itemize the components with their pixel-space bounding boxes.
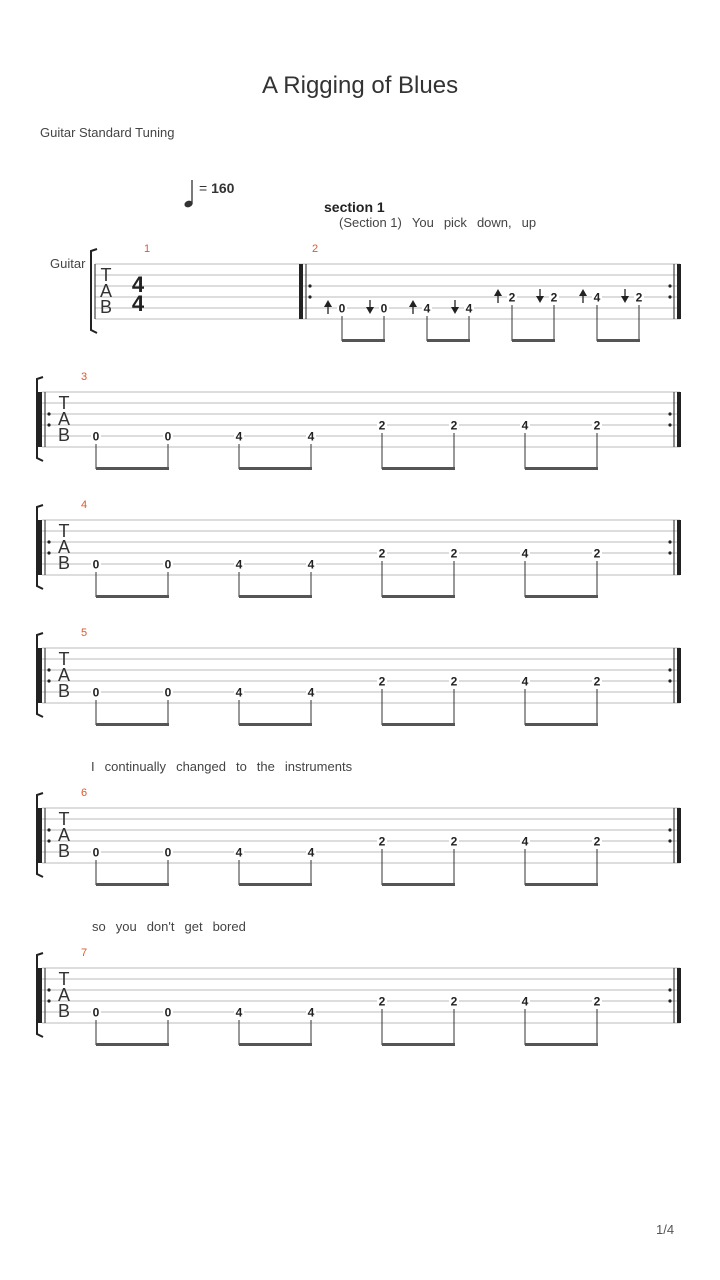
- note-beam: [525, 595, 598, 598]
- lyric-word: instruments: [284, 759, 353, 774]
- fret-number: 2: [378, 546, 386, 561]
- system-bracket: [91, 249, 97, 333]
- note-beam: [239, 1043, 312, 1046]
- note-beam: [597, 339, 640, 342]
- repeat-end-barline: [677, 264, 681, 319]
- fret-number: 2: [450, 418, 458, 433]
- fret-number: 4: [235, 429, 243, 444]
- tab-clef-letter: T: [58, 649, 70, 669]
- note-beam: [96, 723, 169, 726]
- fret-number: 0: [338, 301, 346, 316]
- fret-number: 2: [450, 834, 458, 849]
- fret-number: 0: [92, 557, 100, 572]
- tab-clef-letter: A: [57, 985, 71, 1005]
- repeat-dot: [668, 679, 671, 682]
- note-beam: [382, 723, 455, 726]
- tempo-value: 160: [211, 180, 235, 196]
- note-beam: [382, 1043, 455, 1046]
- fret-number: 2: [378, 834, 386, 849]
- measure-number: 4: [80, 499, 88, 511]
- tab-clef-letter: T: [58, 969, 70, 989]
- fret-number: 4: [593, 290, 601, 305]
- fret-number: 4: [307, 429, 315, 444]
- repeat-start-barline: [38, 648, 42, 703]
- fret-number: 4: [521, 546, 529, 561]
- pick-down-icon: [451, 300, 459, 314]
- lyric-word: You: [411, 215, 434, 230]
- arrow-head: [621, 296, 629, 303]
- note-beam: [427, 339, 470, 342]
- pick-up-icon: [409, 300, 417, 314]
- fret-number: 0: [92, 429, 100, 444]
- repeat-dot: [668, 412, 671, 415]
- tempo-symbol: =: [199, 180, 208, 196]
- repeat-dot: [47, 828, 50, 831]
- repeat-dot: [47, 988, 50, 991]
- repeat-dot: [47, 999, 50, 1002]
- fret-number: 0: [92, 845, 100, 860]
- arrow-head: [324, 300, 332, 307]
- note-beam: [525, 1043, 598, 1046]
- repeat-dot: [668, 284, 671, 287]
- tab-clef-letter: A: [99, 281, 113, 301]
- repeat-dot: [47, 423, 50, 426]
- arrow-head: [494, 289, 502, 296]
- repeat-dot: [47, 679, 50, 682]
- fret-number: 4: [307, 1005, 315, 1020]
- fret-number: 0: [92, 1005, 100, 1020]
- note-beam: [342, 339, 385, 342]
- fret-number: 4: [235, 1005, 243, 1020]
- lyric-word: to: [235, 759, 247, 774]
- note-beam: [96, 1043, 169, 1046]
- lyric-word: bored: [212, 919, 246, 934]
- fret-number: 4: [307, 685, 315, 700]
- note-beam: [239, 595, 312, 598]
- tab-clef-letter: A: [57, 825, 71, 845]
- fret-number: 0: [164, 685, 172, 700]
- fret-number: 2: [593, 674, 601, 689]
- repeat-dot: [668, 423, 671, 426]
- pick-up-icon: [494, 289, 502, 303]
- fret-number: 2: [378, 994, 386, 1009]
- pick-up-icon: [324, 300, 332, 314]
- repeat-end-barline: [677, 808, 681, 863]
- fret-number: 2: [593, 546, 601, 561]
- arrow-head: [409, 300, 417, 307]
- lyric-word: changed: [176, 759, 226, 774]
- note-beam: [525, 467, 598, 470]
- lyric-word: (Section 1): [339, 215, 402, 230]
- fret-number: 0: [164, 429, 172, 444]
- arrow-head: [366, 307, 374, 314]
- tab-clef-letter: T: [58, 393, 70, 413]
- tab-clef-letter: B: [57, 1001, 71, 1021]
- fret-number: 4: [307, 845, 315, 860]
- pick-down-icon: [366, 300, 374, 314]
- repeat-dot: [47, 551, 50, 554]
- note-beam: [96, 595, 169, 598]
- repeat-dot: [47, 839, 50, 842]
- tab-clef-letter: T: [58, 809, 70, 829]
- repeat-dot: [47, 540, 50, 543]
- measure-number: 7: [80, 947, 88, 959]
- lyric-word: up: [521, 215, 537, 230]
- repeat-dot: [308, 284, 311, 287]
- fret-number: 4: [465, 301, 473, 316]
- measure-number: 3: [80, 371, 88, 383]
- repeat-dot: [668, 839, 671, 842]
- note-beam: [239, 883, 312, 886]
- repeat-dot: [47, 412, 50, 415]
- repeat-end-barline: [677, 648, 681, 703]
- tab-clef-letter: A: [57, 409, 71, 429]
- tab-clef-letter: B: [57, 841, 71, 861]
- measure-number: 1: [143, 243, 151, 255]
- lyric-word: pick: [443, 215, 467, 230]
- page-number: 1/4: [656, 1222, 675, 1237]
- tab-clef-letter: A: [57, 537, 71, 557]
- fret-number: 0: [164, 557, 172, 572]
- repeat-dot: [47, 668, 50, 671]
- fret-number: 4: [521, 418, 529, 433]
- measure-number: 2: [311, 243, 319, 255]
- fret-number: 4: [521, 994, 529, 1009]
- note-beam: [512, 339, 555, 342]
- tuning-label: Guitar Standard Tuning: [40, 125, 175, 140]
- lyric-word: I: [91, 759, 95, 774]
- tab-clef-letter: B: [57, 553, 71, 573]
- fret-number: 0: [380, 301, 388, 316]
- fret-number: 2: [593, 834, 601, 849]
- note-beam: [96, 467, 169, 470]
- lyric-word: don't: [146, 919, 175, 934]
- repeat-dot: [668, 551, 671, 554]
- repeat-start-barline: [38, 968, 42, 1023]
- fret-number: 2: [550, 290, 558, 305]
- repeat-dot: [668, 540, 671, 543]
- repeat-dot: [668, 668, 671, 671]
- time-signature-top: 4: [131, 272, 145, 297]
- fret-number: 4: [307, 557, 315, 572]
- section-marker: section 1: [324, 199, 385, 215]
- tab-clef-letter: T: [58, 521, 70, 541]
- pick-up-icon: [579, 289, 587, 303]
- tab-clef-letter: B: [57, 681, 71, 701]
- tab-clef-letter: A: [57, 665, 71, 685]
- note-beam: [382, 595, 455, 598]
- pick-down-icon: [536, 289, 544, 303]
- fret-number: 4: [423, 301, 431, 316]
- fret-number: 0: [164, 845, 172, 860]
- fret-number: 0: [164, 1005, 172, 1020]
- repeat-start-barline: [38, 808, 42, 863]
- track-label: Guitar: [50, 256, 86, 271]
- repeat-dot: [668, 295, 671, 298]
- lyric-word: you: [115, 919, 137, 934]
- fret-number: 4: [235, 557, 243, 572]
- repeat-end-barline: [677, 520, 681, 575]
- fret-number: 2: [450, 546, 458, 561]
- pick-down-icon: [621, 289, 629, 303]
- lyric-word: get: [184, 919, 203, 934]
- arrow-head: [536, 296, 544, 303]
- repeat-end-barline: [677, 392, 681, 447]
- lyric-word: down,: [476, 215, 512, 230]
- note-beam: [525, 883, 598, 886]
- time-signature-bottom: 4: [131, 291, 145, 316]
- fret-number: 4: [521, 674, 529, 689]
- fret-number: 2: [378, 674, 386, 689]
- repeat-start-barline: [299, 264, 303, 319]
- lyric-word: so: [92, 919, 106, 934]
- fret-number: 2: [450, 994, 458, 1009]
- fret-number: 2: [593, 418, 601, 433]
- arrow-head: [451, 307, 459, 314]
- note-beam: [382, 883, 455, 886]
- fret-number: 2: [635, 290, 643, 305]
- fret-number: 2: [593, 994, 601, 1009]
- repeat-dot: [308, 295, 311, 298]
- note-beam: [382, 467, 455, 470]
- note-beam: [239, 723, 312, 726]
- lyric-word: continually: [104, 759, 167, 774]
- fret-number: 4: [521, 834, 529, 849]
- repeat-dot: [668, 999, 671, 1002]
- fret-number: 0: [92, 685, 100, 700]
- note-beam: [239, 467, 312, 470]
- fret-number: 2: [378, 418, 386, 433]
- fret-number: 2: [508, 290, 516, 305]
- fret-number: 4: [235, 685, 243, 700]
- tab-clef-letter: T: [100, 265, 112, 285]
- tab-clef-letter: B: [57, 425, 71, 445]
- lyric-word: the: [256, 759, 275, 774]
- repeat-end-barline: [677, 968, 681, 1023]
- measure-number: 6: [80, 787, 88, 799]
- repeat-dot: [668, 988, 671, 991]
- repeat-dot: [668, 828, 671, 831]
- measure-number: 5: [80, 627, 88, 639]
- arrow-head: [579, 289, 587, 296]
- repeat-start-barline: [38, 392, 42, 447]
- repeat-start-barline: [38, 520, 42, 575]
- note-beam: [96, 883, 169, 886]
- tab-clef-letter: B: [99, 297, 113, 317]
- fret-number: 4: [235, 845, 243, 860]
- note-beam: [525, 723, 598, 726]
- song-title: A Rigging of Blues: [261, 72, 459, 99]
- fret-number: 2: [450, 674, 458, 689]
